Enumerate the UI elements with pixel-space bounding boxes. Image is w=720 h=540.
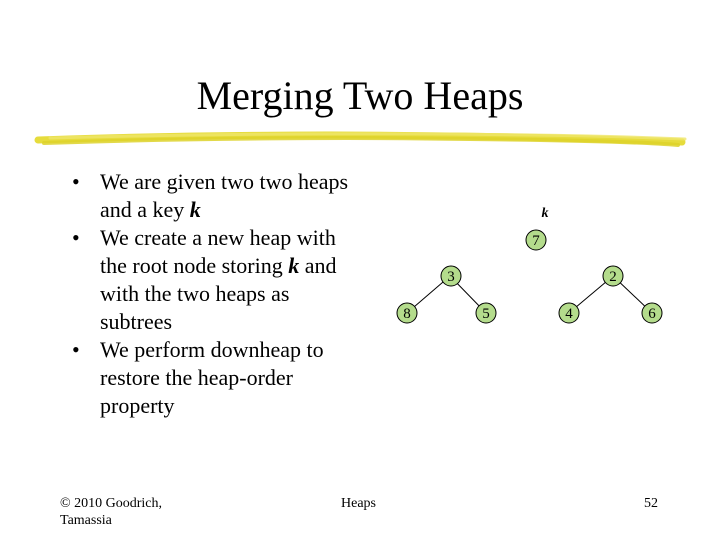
- bullet-key: k: [189, 197, 201, 222]
- node-value: 6: [648, 306, 656, 322]
- bullet-text: We perform downheap to restore the heap-order property: [100, 337, 324, 418]
- bullet-marker: [72, 168, 80, 196]
- copyright-line: © 2010 Goodrich,: [60, 496, 163, 511]
- bullet-item: [72, 168, 362, 224]
- node-value: 4: [565, 306, 573, 322]
- heap-diagram: [380, 190, 680, 340]
- node-value: 3: [447, 269, 455, 285]
- heap-node-leaf: [476, 303, 496, 323]
- node-value: 8: [403, 306, 411, 322]
- footer-center: Heaps: [341, 496, 376, 511]
- heap-node-left: [441, 266, 461, 286]
- node-value: 7: [532, 233, 540, 249]
- heap-node-right: [603, 266, 623, 286]
- node-value: 5: [482, 306, 490, 322]
- bullet-item: [72, 336, 362, 420]
- bullet-text: We are given two two heaps and a key: [100, 169, 349, 222]
- key-label: k: [541, 206, 549, 221]
- bullet-text-end: and with the two heaps as subtrees: [100, 253, 337, 334]
- bullet-item: [72, 224, 362, 336]
- bullet-marker: [72, 336, 80, 364]
- page-number: 52: [644, 496, 658, 511]
- heap-node-leaf: [559, 303, 579, 323]
- bullet-text: We create a new heap with the root node storing: [100, 225, 336, 278]
- copyright-line: Tamassia: [60, 513, 112, 528]
- title-underline: [30, 128, 690, 150]
- heap-node-leaf: [397, 303, 417, 323]
- bullet-key: k: [288, 253, 300, 278]
- bullet-list: [72, 168, 362, 420]
- heap-node-leaf: [642, 303, 662, 323]
- heap-node-root: [526, 230, 546, 250]
- footer-copyright: [60, 495, 162, 529]
- slide-title: Merging Two Heaps: [196, 73, 524, 118]
- node-value: 2: [609, 269, 617, 285]
- bullet-marker: [72, 224, 80, 252]
